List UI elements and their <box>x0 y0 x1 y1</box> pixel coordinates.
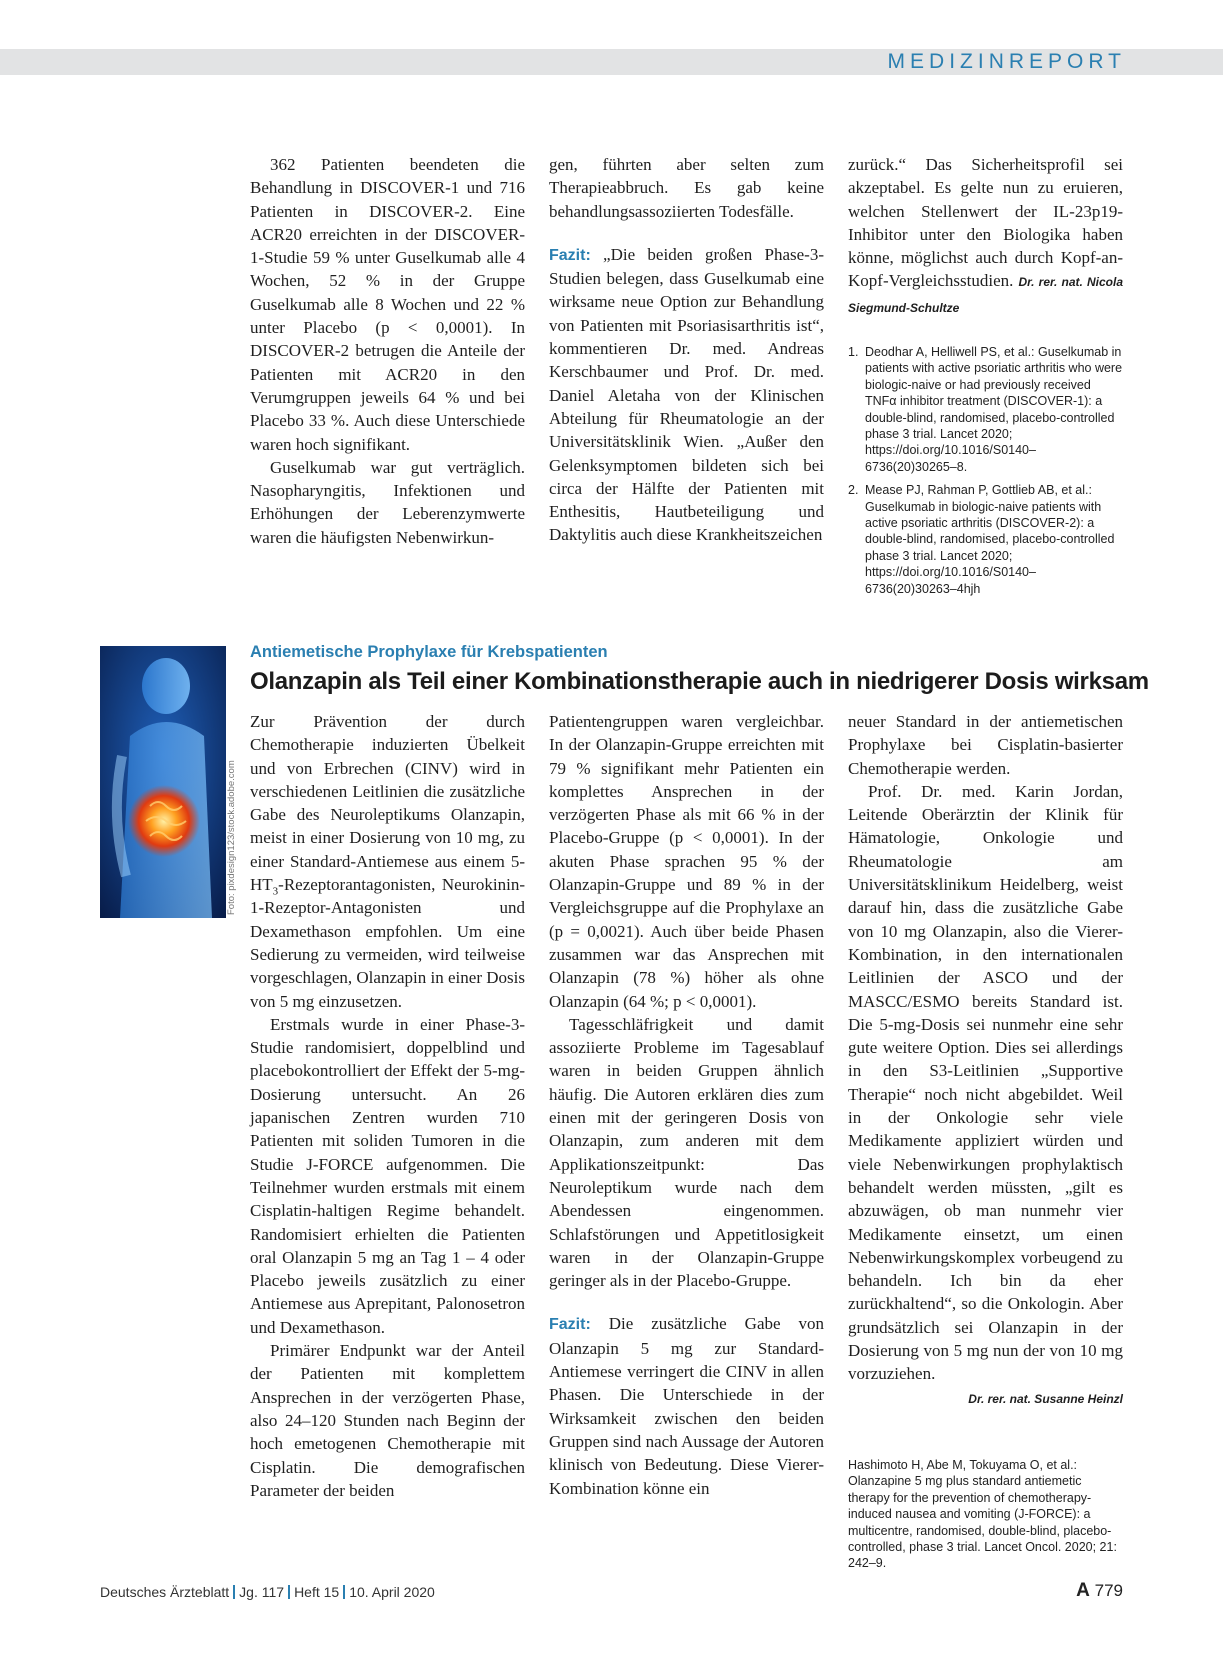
article1-column-3 <box>848 153 1123 320</box>
article-kicker: Antiemetische Prophylaxe für Krebspatienten <box>250 643 608 661</box>
human-body-illustration <box>100 646 226 918</box>
issue: Heft 15 <box>294 1584 340 1600</box>
footer-citation <box>100 1584 435 1600</box>
article-headline: Olanzapin als Teil einer Kombinationstherapie auch in niedrigerer Dosis wirksam <box>250 668 1149 695</box>
author-name: Dr. rer. nat. Nicola Siegmund-Schultze <box>848 275 1123 315</box>
article1-column-2 <box>549 153 824 547</box>
fazit-label: Fazit: <box>549 246 591 264</box>
paragraph: Prof. Dr. med. Karin Jordan, Leitende Oberärztin der Klinik für Hämatologie, Onkologie und Rheumatologie am Universitätsklinikum Heidelberg, weist darauf hin, dass die zusätzliche Gabe von 10 mg Olanzapin, also die Vierer-Kombination, in den internationalen Leitlinien der ASCO und der MASCC/ESMO bereits Standard ist. Die 5-mg-Dosis sei nunmehr eine sehr gute weitere Option. Dies sei allerdings in den S3-Leitlinien „Supportive Therapie“ noch nicht abgebildet. Weil in der Onkologie sehr viele Medikamente appliziert würden und viele Nebenwirkungen prophylaktisch behandelt werden müssten, „gilt es abzuwägen, ob man nunmehr vier Medikamente einsetzt, um einen Nebenwirkungskomplex vorbeugend zu behandeln. Ich bin da eher zurückhaltend“, so die Onkologin. Aber grundsätzlich sei Olanzapin in der Dosierung von 5 mg nun der von 10 mg vorzuziehen. <box>848 781 1123 1384</box>
fazit-text: Die zusätzliche Gabe von Olanzapin 5 mg zur Standard-Antiemese verringert die CINV in allen Phasen. Die Unterschiede in der Wirksamkeit zwischen den beiden Gruppen sind nach Aussage der Autoren klinisch von Bedeutung. Diese Vierer-Kombination könne ein <box>549 1314 824 1498</box>
page-number: A 779 <box>1076 1580 1123 1601</box>
references-list <box>848 344 1123 604</box>
paragraph: Erstmals wurde in einer Phase-3-Studie randomisiert, doppelblind und placebokontrolliert der Effekt der 5-mg-Dosierung untersucht. An 26 japanischen Zentren wurden 710 Patienten mit soliden Tumoren in die Studie J-FORCE aufgenommen. Die Teilnehmer wurden erstmals mit einem Cisplatin-haltigen Regime behandelt. Randomisiert erhielten die Patienten oral Olanzapin 5 mg an Tag 1 – 4 oder Placebo jeweils zusätzlich zu einer Antiemese aus Aprepitant, Palonosetron und Dexamethason. <box>250 1014 525 1337</box>
paragraph: Patientengruppen waren vergleichbar. In der Olanzapin-Gruppe erreichten mit 79 % signifikant mehr Patienten ein komplettes Ansprechen in der verzögerten Phase als mit 66 % in der Placebo-Gruppe (p < 0,0001). In der akuten Phase sprachen 95 % der Olanzapin-Gruppe und 89 % in der Vergleichsgruppe auf die Prophylaxe an (p = 0,0021). Auch über beide Phasen zusammen war das Ansprechen mit Olanzapin (78 %) höher als ohne Olanzapin (64 %; p < 0,0001). <box>549 712 824 1011</box>
paragraph: Guselkumab war gut verträglich. Nasopharyngitis, Infektionen und Erhöhungen der Leberenzymwerte waren die häufigsten Nebenwirkun- <box>250 457 525 547</box>
reference: Hashimoto H, Abe M, Tokuyama O, et al.: Olanzapine 5 mg plus standard antiemetic therapy for the prevention of chemotherapy-induced nausea and vomiting (J-FORCE): a multicentre, randomised, double-blind, placebo-controlled, phase 3 trial. Lancet Oncol. 2020; 21: 242–9. <box>848 1458 1117 1571</box>
author-name: Dr. rer. nat. Susanne Heinzl <box>968 1391 1123 1406</box>
paragraph: Primärer Endpunkt war der Anteil der Patienten mit komplettem Ansprechen in der verzögerten Phase, also 24–120 Stunden nach Beginn der hoch emetogenen Chemotherapie mit Cisplatin. Die demografischen Parameter der beiden <box>250 1341 525 1500</box>
article2-column-3 <box>848 710 1123 1411</box>
paragraph: neuer Standard in der antiemetischen Prophylaxe bei Cisplatin-basierter Chemotherapie werden. <box>848 712 1123 778</box>
paragraph: Tagesschläfrigkeit und damit assoziierte Probleme im Tagesablauf waren in beiden Gruppen ähnlich häufig. Die Autoren erklären dies zum einen mit der geringeren Dosis von Olanzapin, zum anderen mit dem Applikationszeitpunkt: Das Neuroleptikum wurde nach dem Abendessen eingenommen. Schlafstörungen und Appetitlosigkeit waren in der Olanzapin-Gruppe geringer als in der Placebo-Gruppe. <box>549 1014 824 1291</box>
paragraph: zurück.“ Das Sicherheitsprofil sei akzeptabel. Es gelte nun zu eruieren, welchen Stellenwert der IL-23p19-Inhibitor unter den Biologika haben könne, möglichst auch durch Kopf-an-Kopf-Vergleichsstudien. Dr. rer. nat. Nicola Siegmund-Schultze <box>848 155 1123 315</box>
article-illustration <box>100 646 226 918</box>
paragraph: Zur Prävention der durch Chemotherapie induzierten Übelkeit und von Erbrechen (CINV) wird in verschiedenen Leitlinien die zusätzliche Gabe des Neuroleptikums Olanzapin, meist in einer Dosierung von 10 mg, zu einer Standard-Antiemese aus einem $5-HT_3$-Rezeptorantagonisten, Neurokinin-1-Rezeptor-Antagonisten und Dexamethason empfohlen. Um eine Sedierung zu vermeiden, wird teilweise vorgeschlagen, Olanzapin in einer Dosis von 5 mg einzusetzen. <box>250 712 525 1011</box>
fazit-paragraph <box>549 243 824 547</box>
reference-item: 1. Deodhar A, Helliwell PS, et al.: Guselkumab in patients with active psoriatic arthritis who were biologic-naive or had previously received TNFα inhibitor treatment (DISCOVER-1): a double-blind, randomised, placebo-controlled phase 3 trial. Lancet 2020; https://doi.org/10.1016/S0140–6736(20)30265–8. <box>848 345 1123 474</box>
article1-column-1 <box>250 153 525 549</box>
journal-name: Deutsches Ärzteblatt <box>100 1584 230 1600</box>
section-label: MEDIZINREPORT <box>887 50 1126 73</box>
paragraph: gen, führten aber selten zum Therapieabbruch. Es gab keine behandlungsassoziierten Todesfälle. <box>549 155 824 221</box>
fazit-label: Fazit: <box>549 1316 591 1334</box>
fazit-text: „Die beiden großen Phase-3-Studien belegen, dass Guselkumab eine wirksame neue Option zur Behandlung von Patienten mit Psoriasisarthritis ist“, kommentieren Dr. med. Andreas Kerschbaumer und Prof. Dr. med. Daniel Aletaha von der Klinischen Abteilung für Rheumatologie an der Universitätsklinik Wien. „Außer den Gelenksymptomen bildeten sich bei circa der Hälfte der Patienten mit Enthesitis, Hautbeteiligung und Daktylitis auch diese Krankheitszeichen <box>549 244 824 545</box>
paragraph: 362 Patienten beendeten die Behandlung in DISCOVER-1 und 716 Patienten in DISCOVER-2. Eine ACR20 erreichten in der DISCOVER-1-Studie 59 % unter Guselkumab alle 4 Wochen, 52 % in der Gruppe Guselkumab alle 8 Wochen und 22 % unter Placebo (p < 0,0001). In DISCOVER-2 betrugen die Anteile der Patienten mit ACR20 in den Verumgruppen jeweils 64 % und bei Placebo 33 %. Auch diese Unterschiede waren hoch signifikant. <box>250 155 525 454</box>
article2-column-2 <box>549 710 824 1500</box>
fazit-paragraph <box>549 1312 824 1499</box>
reference-item: 2. Mease PJ, Rahman P, Gottlieb AB, et al.: Guselkumab in biologic-naive patients with active psoriatic arthritis (DISCOVER-2): a double-blind, randomised, placebo-controlled phase 3 trial. Lancet 2020; https://doi.org/10.1016/S0140–6736(20)30263–4hjh <box>848 483 1115 596</box>
volume: Jg. 117 <box>239 1584 285 1600</box>
article2-column-1 <box>250 710 525 1502</box>
issue-date: 10. April 2020 <box>349 1584 435 1600</box>
